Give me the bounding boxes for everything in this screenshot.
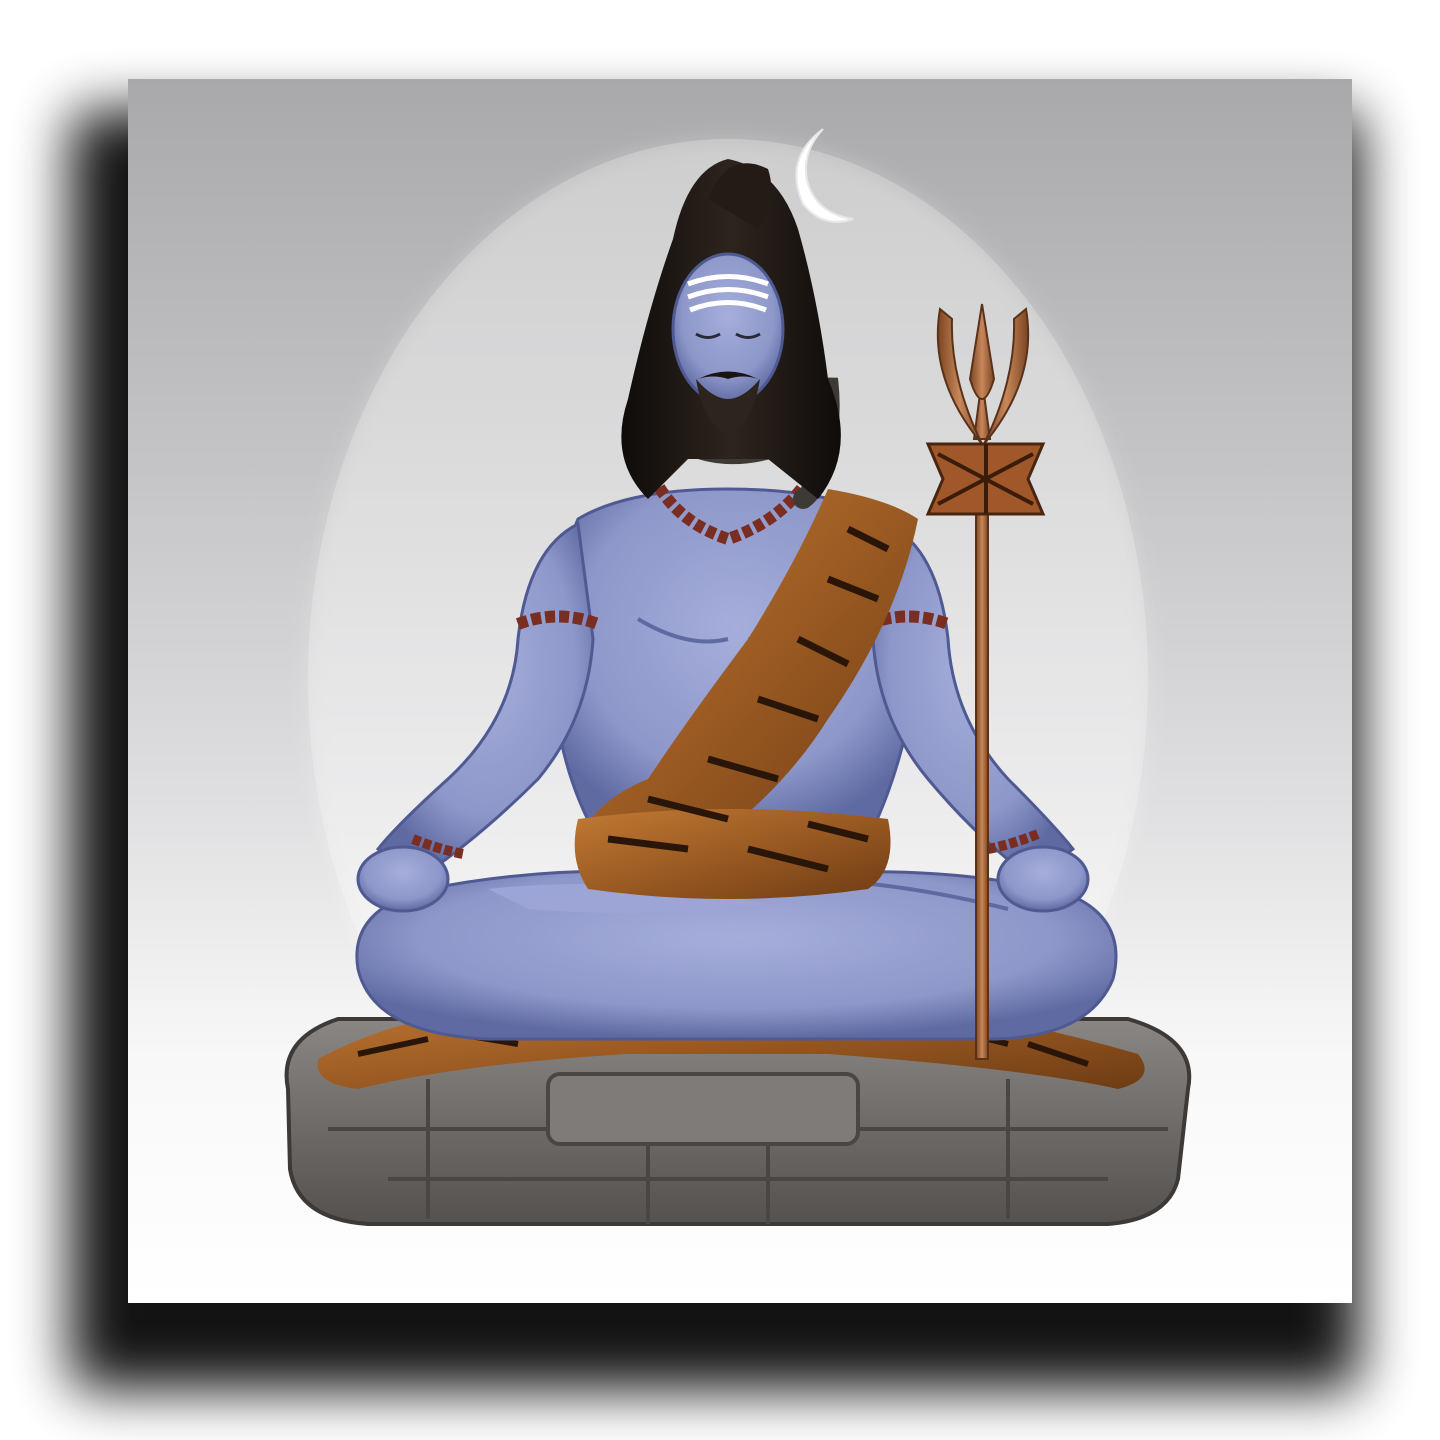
meditation-artwork <box>128 79 1352 1303</box>
image-card <box>128 79 1352 1303</box>
damaru-drum-icon <box>928 444 1043 514</box>
